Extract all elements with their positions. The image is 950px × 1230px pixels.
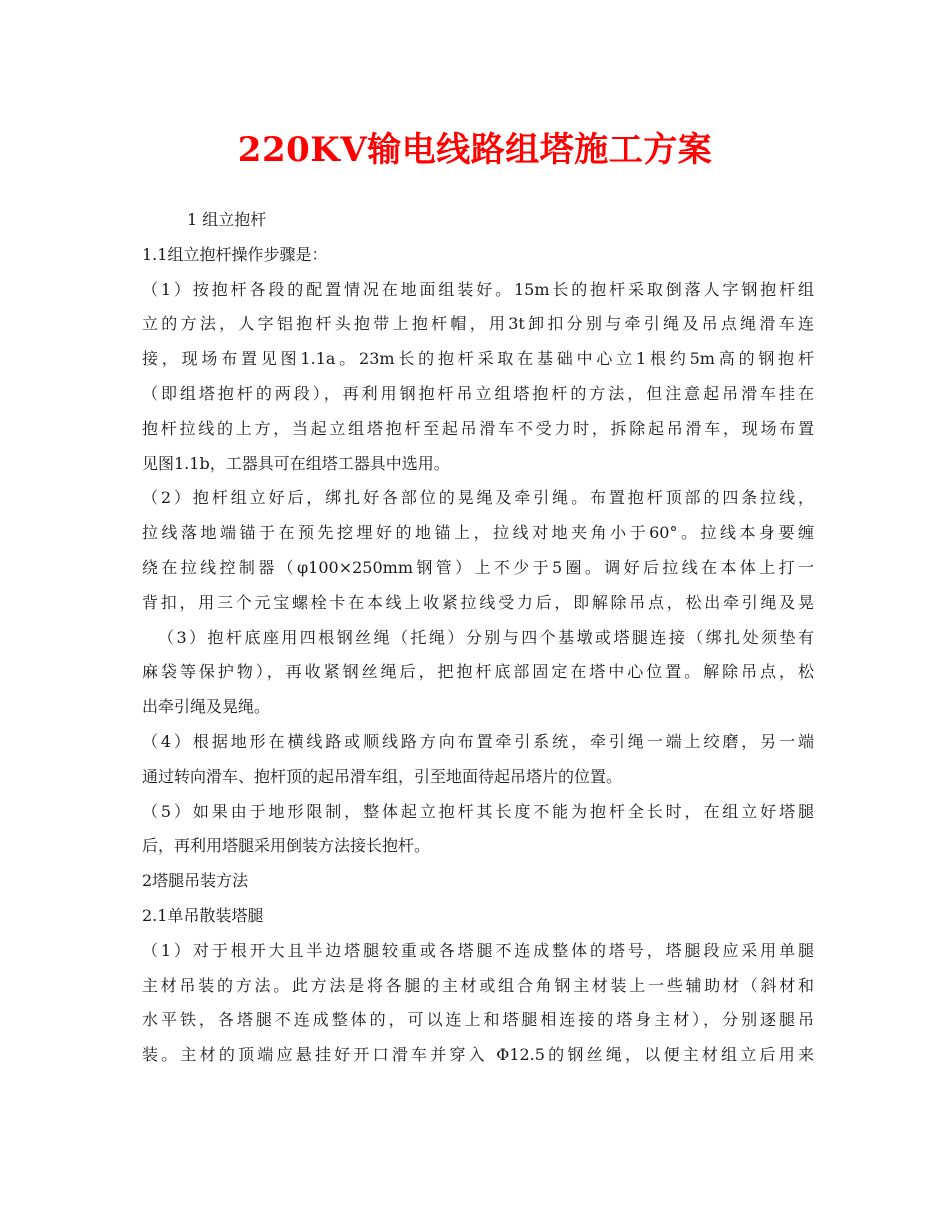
document-body: [142, 203, 814, 1073]
paragraph-line: 后，再利用塔腿采用倒装方法接长抱杆。: [142, 836, 431, 856]
paragraph-line: （1）按抱杆各段的配置情况在地面组装好。15m长的抱杆采取倒落人字钢抱杆组: [142, 279, 814, 299]
paragraph-line: 绕在拉线控制器（φ100×250mm钢管）上不少于5圈。调好后拉线在本体上打一: [142, 557, 814, 577]
document-title: 220KV输电线路组塔施工方案: [237, 130, 713, 170]
paragraph-line: 麻袋等保护物），再收紧钢丝绳后，把抱杆底部固定在塔中心位置。解除吊点，松: [142, 662, 814, 682]
paragraph-line: 背扣，用三个元宝螺栓卡在本线上收紧拉线受力后，即解除吊点，松出牵引绳及晃: [142, 592, 814, 612]
section-heading: 2塔腿吊装方法: [142, 871, 249, 891]
section-heading: 1 组立抱杆: [187, 210, 267, 229]
paragraph-line: 装。主材的顶端应悬挂好开口滑车并穿入 Φ12.5的钢丝绳，以便主材组立后用来: [142, 1045, 814, 1065]
paragraph-line: （5）如果由于地形限制，整体起立抱杆其长度不能为抱杆全长时，在组立好塔腿: [142, 801, 814, 821]
paragraph-line: 抱杆拉线的上方，当起立组塔抱杆至起吊滑车不受力时，拆除起吊滑车，现场布置: [142, 418, 814, 438]
paragraph-line: （即组塔抱杆的两段），再利用钢抱杆吊立组塔抱杆的方法，但注意起吊滑车挂在: [142, 383, 814, 403]
subsection-heading: 2.1单吊散装塔腿: [142, 905, 264, 925]
paragraph-line: 见图1.1b，工器具可在组塔工器具中选用。: [142, 453, 450, 473]
paragraph-line: 水平铁，各塔腿不连成整体的，可以连上和塔腿相连接的塔身主材），分别逐腿吊: [142, 1010, 814, 1030]
paragraph-line: （3）抱杆底座用四根钢丝绳（托绳）分别与四个基墩或塔腿连接（绑扎处须垫有: [158, 627, 814, 647]
paragraph-line: 通过转向滑车、抱杆顶的起吊滑车组，引至地面待起吊塔片的位置。: [142, 766, 623, 786]
paragraph-line: 拉线落地端锚于在预先挖埋好的地锚上，拉线对地夹角小于60°。拉线本身要缠: [142, 523, 814, 543]
paragraph-line: （4）根据地形在横线路或顺线路方向布置牵引系统，牵引绳一端上绞磨，另一端: [142, 731, 814, 751]
paragraph-line: 主材吊装的方法。此方法是将各腿的主材或组合角钢主材装上一些辅助材（斜材和: [142, 975, 814, 995]
paragraph-line: （1）对于根开大且半边塔腿较重或各塔腿不连成整体的塔号，塔腿段应采用单腿: [142, 940, 814, 960]
subsection-heading: 1.1组立抱杆操作步骤是：: [142, 244, 328, 264]
paragraph-line: （2）抱杆组立好后，绑扎好各部位的晃绳及牵引绳。布置抱杆顶部的四条拉线，: [142, 488, 814, 508]
paragraph-line: 接，现场布置见图1.1a。23m长的抱杆采取在基础中心立1根约5m高的钢抱杆: [142, 349, 814, 369]
paragraph-line: 出牵引绳及晃绳。: [142, 697, 271, 717]
paragraph-line: 立的方法，人字铝抱杆头抱带上抱杆帽，用3t卸扣分别与牵引绳及吊点绳滑车连: [142, 314, 814, 334]
